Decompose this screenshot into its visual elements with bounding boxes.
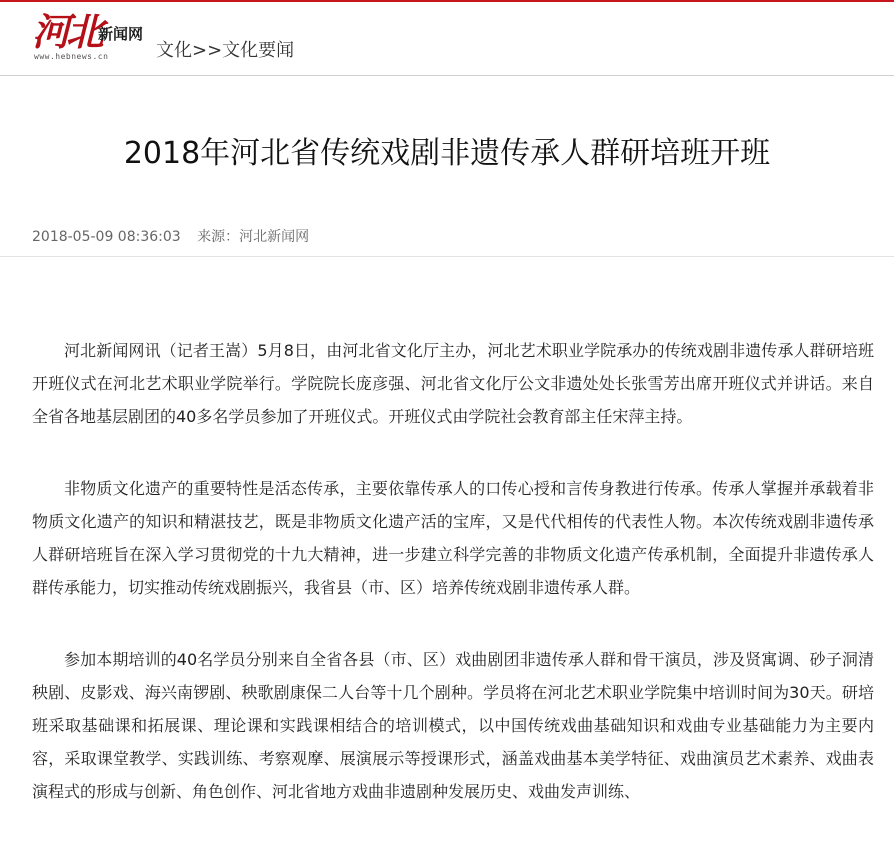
header-divider: [0, 75, 894, 76]
logo-domain: www.hebnews.cn: [34, 52, 109, 61]
article-meta: [32, 226, 309, 246]
article-date: 2018-05-09 08:36:03: [32, 229, 181, 245]
article-paragraph: 河北新闻网讯（记者王嵩）5月8日，由河北省文化厅主办，河北艺术职业学院承办的传统戏剧非遗传承人群研培班开班仪式在河北艺术职业学院举行。学院院长庞彦强、河北省文化厅公文非遗处处长张雪芳出席开班仪式并讲话。来自全省各地基层剧团的40多名学员参加了开班仪式。开班仪式由学院社会教育部主任宋萍主持。: [32, 341, 874, 426]
breadcrumb-section-link[interactable]: 文化: [156, 40, 192, 61]
article-body: [32, 334, 874, 847]
logo-news-text: 新闻网: [98, 25, 144, 43]
site-logo[interactable]: [32, 9, 148, 64]
article-title: 2018年河北省传统戏剧非遗传承人群研培班开班: [123, 136, 771, 171]
article-paragraph: 非物质文化遗产的重要特性是活态传承，主要依靠传承人的口传心授和言传身教进行传承。传承人掌握并承载着非物质文化遗产的知识和精湛技艺，既是非物质文化遗产活的宝库，又是代代相传的代表性人物。本次传统戏剧非遗传承人群研培班旨在深入学习贯彻党的十九大精神，进一步建立科学完善的非物质文化遗产传承机制，全面提升非遗传承人群传承能力，切实推动传统戏剧振兴，我省县（市、区）培养传统戏剧非遗传承人群。: [32, 479, 874, 597]
article-source: 来源：河北新闻网: [197, 229, 310, 245]
logo-brush-text: 河北: [32, 9, 101, 54]
breadcrumb-separator: >>: [192, 40, 223, 61]
article-paragraph: 参加本期培训的40名学员分别来自全省各县（市、区）戏曲剧团非遗传承人群和骨干演员，涉及贤寓调、砂子洞清秧剧、皮影戏、海兴南锣剧、秧歌剧康保二人台等十几个剧种。学员将在河北艺术职业学院集中培训时间为30天。研培班采取基础课和拓展课、理论课和实践课相结合的培训模式，以中国传统戏曲基础知识和戏曲专业基础能力为主要内容，采取课堂教学、实践训练、考察观摩、展演展示等授课形式，涵盖戏曲基本美学特征、戏曲演员艺术素养、戏曲表演程式的形成与创新、角色创作、河北省地方戏曲非遗剧种发展历史、戏曲发声训练、: [32, 650, 874, 801]
site-header: [0, 2, 894, 74]
meta-divider: [0, 256, 894, 257]
breadcrumb-subsection-link[interactable]: 文化要闻: [222, 40, 295, 61]
breadcrumb: [156, 36, 294, 62]
